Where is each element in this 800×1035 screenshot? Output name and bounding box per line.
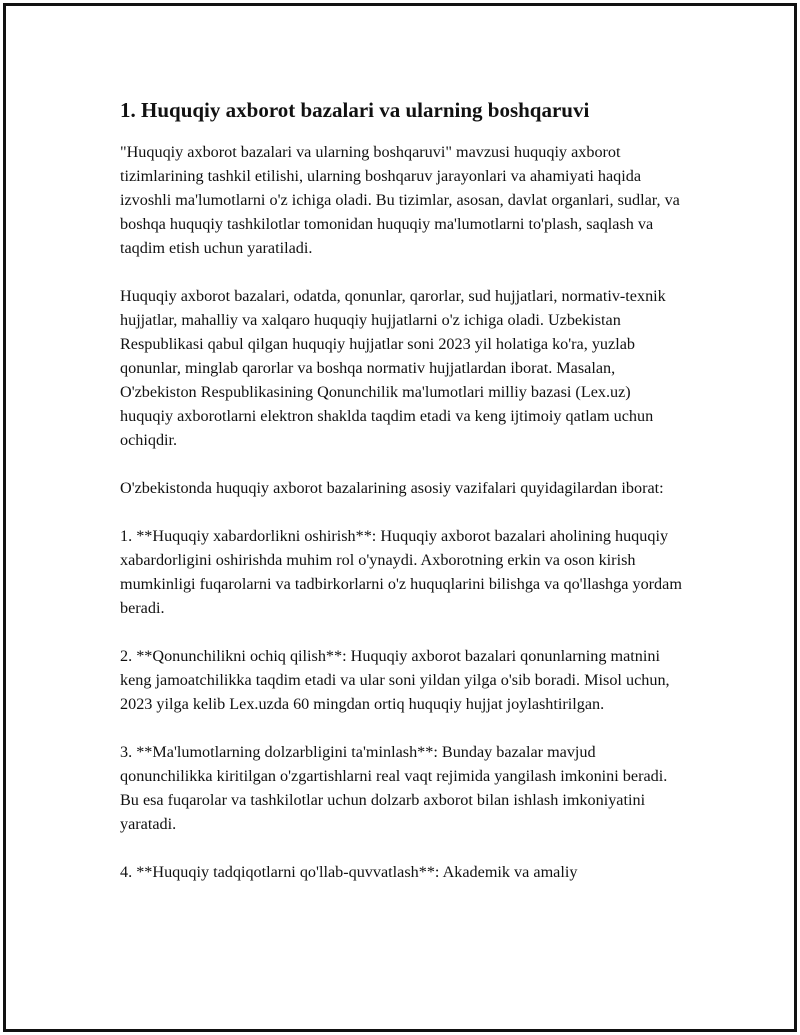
section-heading: 1. Huquqiy axborot bazalari va ularning boshqaruvi [120,98,590,122]
list-item-1: 1. **Huquqiy xabardorlikni oshirish**: Huquqiy axborot bazalari aholining huquqiy xabardorligini oshirishda muhim rol o'ynaydi. Axborotning erkin va oson kirish mumkinligi fuqarolarni va tadbirkorlarni o'z huquqlarini bilishga va qo'llashga yordam beradi. [120,527,682,617]
list-item-4: 4. **Huquqiy tadqiqotlarni qo'llab-quvvatlash**: Akademik va amaliy [120,863,578,881]
document-body [120,96,686,908]
list-item-2: 2. **Qonunchilikni ochiq qilish**: Huquqiy axborot bazalari qonunlarning matnini keng jamoatchilikka taqdim etadi va ular soni yildan yilga o'sib boradi. Misol uchun, 2023 yilga kelib Lex.uzda 60 mingdan ortiq huquqiy hujjat joylashtirilgan. [120,647,670,713]
document-page [3,3,797,1032]
list-item-3: 3. **Ma'lumotlarning dolzarbligini ta'minlash**: Bunday bazalar mavjud qonunchilikka kiritilgan o'zgartishlarni real vaqt rejimida yangilash imkonini beradi. Bu esa fuqarolar va tashkilotlar uchun dolzarb axborot bilan ishlash imkoniyatini yaratadi. [120,743,668,833]
paragraph-tasks-intro: O'zbekistonda huquqiy axborot bazalarining asosiy vazifalari quyidagilardan iborat: [120,479,664,497]
paragraph-intro: "Huquqiy axborot bazalari va ularning boshqaruvi" mavzusi huquqiy axborot tizimlarining tashkil etilishi, ularning boshqaruv jarayonlari va ahamiyati haqida izvoshli ma'lumotlarni o'z ichiga oladi. Bu tizimlar, asosan, davlat organlari, sudlar, va boshqa huquqiy tashkilotlar tomonidan huquqiy ma'lumotlarni to'plash, saqlash va taqdim etish uchun yaratiladi. [120,143,680,257]
paragraph-contents: Huquqiy axborot bazalari, odatda, qonunlar, qarorlar, sud hujjatlari, normativ-texnik hujjatlar, mahalliy va xalqaro huquqiy hujjatlarni o'z ichiga oladi. Uzbekistan Respublikasi qabul qilgan huquqiy hujjatlar soni 2023 yil holatiga ko'ra, yuzlab qonunlar, minglab qarorlar va boshqa normativ hujjatlardan iborat. Masalan, O'zbekiston Respublikasining Qonunchilik ma'lumotlari milliy bazasi (Lex.uz) huquqiy axborotlarni elektron shaklda taqdim etadi va keng ijtimoiy qatlam uchun ochiqdir. [120,287,666,449]
